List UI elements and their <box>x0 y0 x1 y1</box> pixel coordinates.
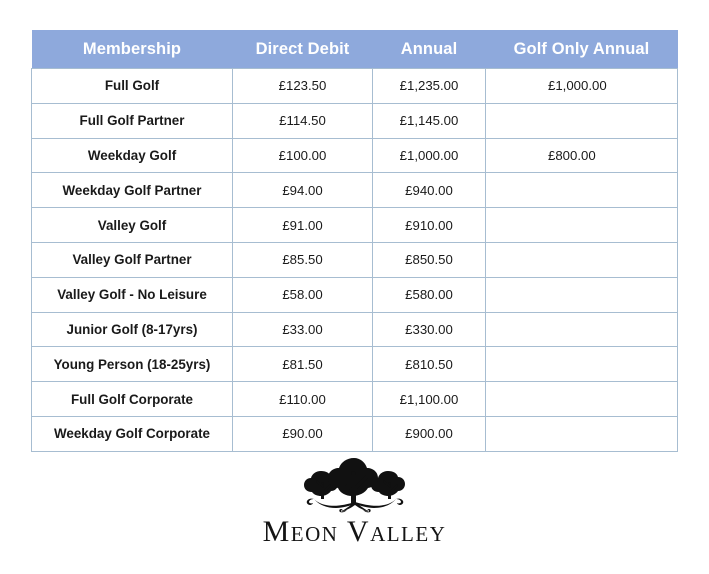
cell-direct_debit: £94.00 <box>233 173 373 208</box>
cell-annual: £810.50 <box>373 347 486 382</box>
column-header-golf-only-annual: Golf Only Annual <box>486 30 678 69</box>
cell-membership: Young Person (18-25yrs) <box>32 347 233 382</box>
column-header-membership: Membership <box>32 30 233 69</box>
cell-annual: £1,145.00 <box>373 103 486 138</box>
cell-golf_only_annual <box>486 312 678 347</box>
table-row <box>32 69 678 104</box>
cell-golf_only_annual <box>486 347 678 382</box>
table-row <box>32 382 678 417</box>
cell-golf_only_annual <box>486 382 678 417</box>
cell-direct_debit: £58.00 <box>233 277 373 312</box>
table-row <box>32 138 678 173</box>
cell-annual: £1,100.00 <box>373 382 486 417</box>
cell-membership: Valley Golf Partner <box>32 242 233 277</box>
cell-direct_debit: £81.50 <box>233 347 373 382</box>
cell-membership: Full Golf Corporate <box>32 382 233 417</box>
cell-annual: £900.00 <box>373 416 486 451</box>
cell-direct_debit: £114.50 <box>233 103 373 138</box>
cell-direct_debit: £33.00 <box>233 312 373 347</box>
column-header-annual: Annual <box>373 30 486 69</box>
brand-logo <box>0 455 709 547</box>
table-row <box>32 208 678 243</box>
table-body <box>32 69 678 452</box>
cell-golf_only_annual <box>486 208 678 243</box>
cell-golf_only_annual: £800.00 <box>486 138 678 173</box>
membership-pricing-table <box>31 30 678 452</box>
table-row <box>32 173 678 208</box>
cell-membership: Weekday Golf Corporate <box>32 416 233 451</box>
cell-golf_only_annual <box>486 242 678 277</box>
table-header-row <box>32 30 678 69</box>
cell-membership: Weekday Golf Partner <box>32 173 233 208</box>
cell-golf_only_annual <box>486 173 678 208</box>
column-header-direct-debit: Direct Debit <box>233 30 373 69</box>
three-trees-icon <box>291 455 419 515</box>
table-row <box>32 312 678 347</box>
cell-membership: Junior Golf (8-17yrs) <box>32 312 233 347</box>
cell-membership: Valley Golf - No Leisure <box>32 277 233 312</box>
table-row <box>32 347 678 382</box>
cell-membership: Weekday Golf <box>32 138 233 173</box>
cell-membership: Full Golf Partner <box>32 103 233 138</box>
cell-annual: £1,000.00 <box>373 138 486 173</box>
table-row <box>32 416 678 451</box>
cell-membership: Valley Golf <box>32 208 233 243</box>
logo-wordmark: Meon Valley <box>262 515 447 548</box>
cell-annual: £330.00 <box>373 312 486 347</box>
cell-annual: £580.00 <box>373 277 486 312</box>
cell-annual: £910.00 <box>373 208 486 243</box>
table-row <box>32 277 678 312</box>
cell-direct_debit: £123.50 <box>233 69 373 104</box>
cell-golf_only_annual <box>486 416 678 451</box>
table-row <box>32 242 678 277</box>
cell-golf_only_annual: £1,000.00 <box>486 69 678 104</box>
cell-annual: £850.50 <box>373 242 486 277</box>
cell-membership: Full Golf <box>32 69 233 104</box>
cell-direct_debit: £90.00 <box>233 416 373 451</box>
table-header <box>32 30 678 69</box>
cell-annual: £940.00 <box>373 173 486 208</box>
cell-golf_only_annual <box>486 277 678 312</box>
cell-direct_debit: £91.00 <box>233 208 373 243</box>
cell-golf_only_annual <box>486 103 678 138</box>
cell-direct_debit: £110.00 <box>233 382 373 417</box>
cell-direct_debit: £85.50 <box>233 242 373 277</box>
cell-annual: £1,235.00 <box>373 69 486 104</box>
table-row <box>32 103 678 138</box>
cell-direct_debit: £100.00 <box>233 138 373 173</box>
